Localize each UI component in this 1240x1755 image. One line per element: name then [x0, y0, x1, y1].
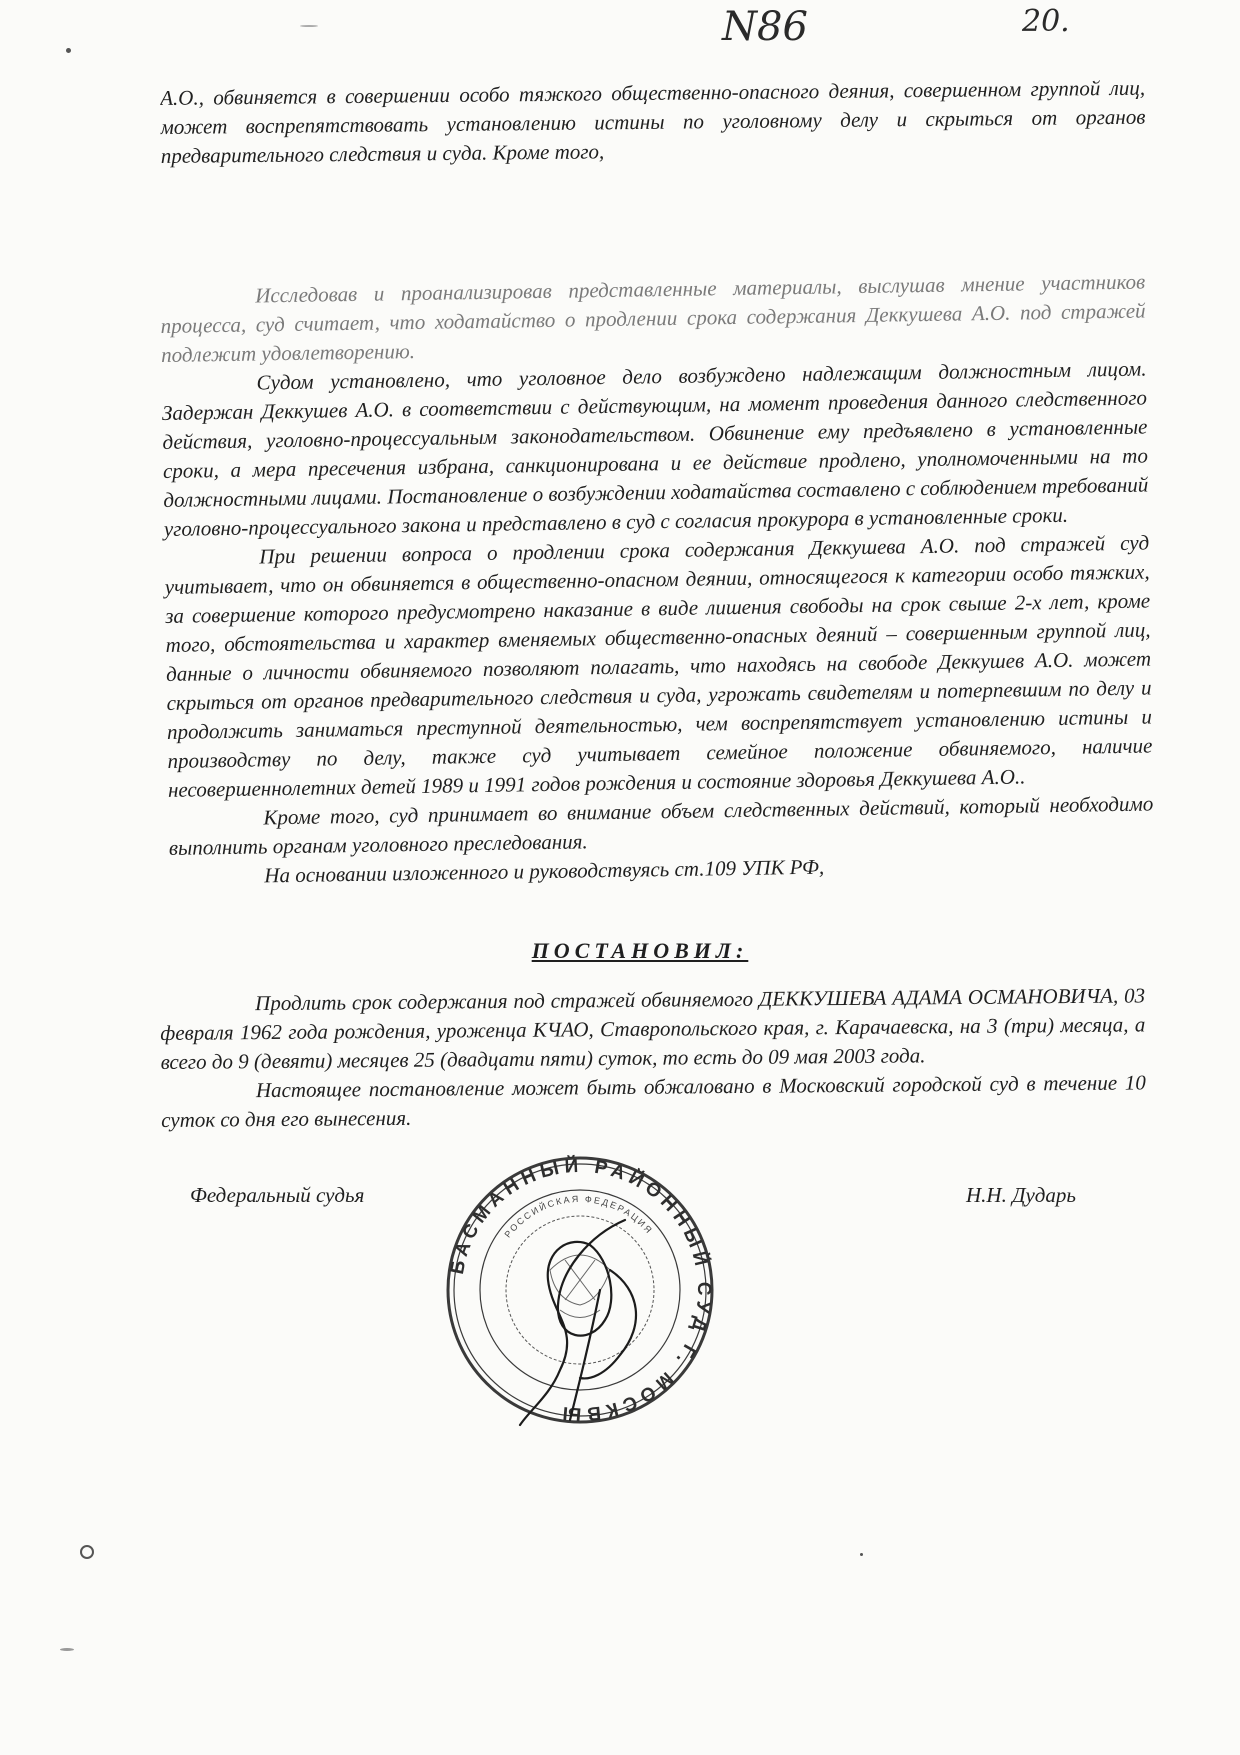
scan-speck — [860, 1553, 863, 1556]
body-paragraph-3: При решении вопроса о продлении срока содержания Деккушева А.О. под стражей суд учитывает, что он обвиняется в общественно-опасном деянии, относящегося к категории особо тяжких, за совершение которого предусмотрено наказание в виде лишения свободы на срок свыше 2-х лет, кроме того, обстоятельства и характер вменяемых общественно-опасных деяний – совершенным группой лиц, данные о личности обвиняемого позволяют полагать, что находясь на свободе Деккушев А.О. может скрыться от органов предварительного следствия и суда, угрожать свидетелям и потерпевшим по делу и продолжить заниматься преступной деятельностью, чем воспрепятствует установлению истины и производству по делу, также суд учитывает семейное положение обвиняемого, наличие несовершеннолетних детей 1989 и 1991 годов рождения и состояние здоровья Деккушева А.О.. — [164, 530, 1153, 802]
signature-name: Н.Н. Дударь — [966, 1183, 1076, 1207]
court-seal — [440, 1140, 720, 1440]
body-paragraph-5: На основании изложенного и руководствуясь ст.109 УПК РФ, — [264, 854, 825, 888]
scan-speck — [66, 48, 71, 53]
scan-speck — [60, 1648, 74, 1651]
ruling-paragraph-2: Настоящее постановление может быть обжаловано в Московский городской суд в течение 10 суток со дня его вынесения. — [161, 1070, 1146, 1132]
body-paragraph-2: Судом установлено, что уголовное дело возбуждено надлежащим должностным лицом. Задержан Деккушев А.О. в соответствии с действующим, на момент проведения данного следственного действия, уголовно-процессуальным законодательством. Обвинение ему предъявлено в установленные сроки, а мера пресечения избрана, санкционирована и ее действие продлено, уполномоченными на то должностными лицами. Постановление о возбуждении ходатайства составлено с соблюдением требований уголовно-процессуального закона и представлено в суд с согласия прокурора в установленные сроки. — [161, 356, 1149, 541]
scan-speck — [80, 1545, 94, 1559]
top-paragraph-text: А.О., обвиняется в совершении особо тяжкого общественно-опасного деяния, совершенном группой лиц, может воспрепятствовать установлению истины по уголовному делу и скрыться от органов предварительного следствия и суда. Кроме того, — [160, 75, 1146, 168]
scan-speck — [300, 25, 318, 27]
page-number-handwritten: 20. — [1022, 4, 1070, 39]
top-paragraph — [160, 74, 1146, 171]
case-number-handwritten: N86 — [722, 4, 808, 50]
ruling-heading-text: ПОСТАНОВИЛ: — [531, 938, 749, 963]
handwritten-signature — [520, 1220, 636, 1425]
ruling-paragraph-1: Продлить срок содержания под стражей обвиняемого ДЕККУШЕВА АДАМА ОСМАНОВИЧА, 03 февраля 1962 года рождения, уроженца КЧАО, Ставропольского края, г. Карачаевска, на 3 (три) месяца, а всего до 9 (девяти) месяцев 25 (двадцати пяти) суток, то есть до 09 мая 2003 года. — [160, 983, 1146, 1074]
ruling-body — [160, 981, 1146, 1135]
seal-outer-text: БАСМАННЫЙ РАЙОННЫЙ СУД Г. МОСКВЫ — [446, 1155, 715, 1425]
seal-inner-text: РОССИЙСКАЯ ФЕДЕРАЦИЯ — [502, 1193, 655, 1240]
ruling-heading — [0, 938, 1240, 964]
body-paragraph-1: Исследовав и проанализировав представленные материалы, выслушав мнение участников процесса, суд считает, что ходатайство о продлении срока содержания Деккушева А.О. под стражей подлежит удовлетворению. — [160, 269, 1146, 367]
signature-title: Федеральный судья — [190, 1183, 365, 1207]
main-body — [160, 268, 1154, 892]
body-paragraph-4: Кроме того, суд принимает во внимание объем следственных действий, который необходимо выполнить органам уголовного преследования. — [168, 791, 1154, 860]
